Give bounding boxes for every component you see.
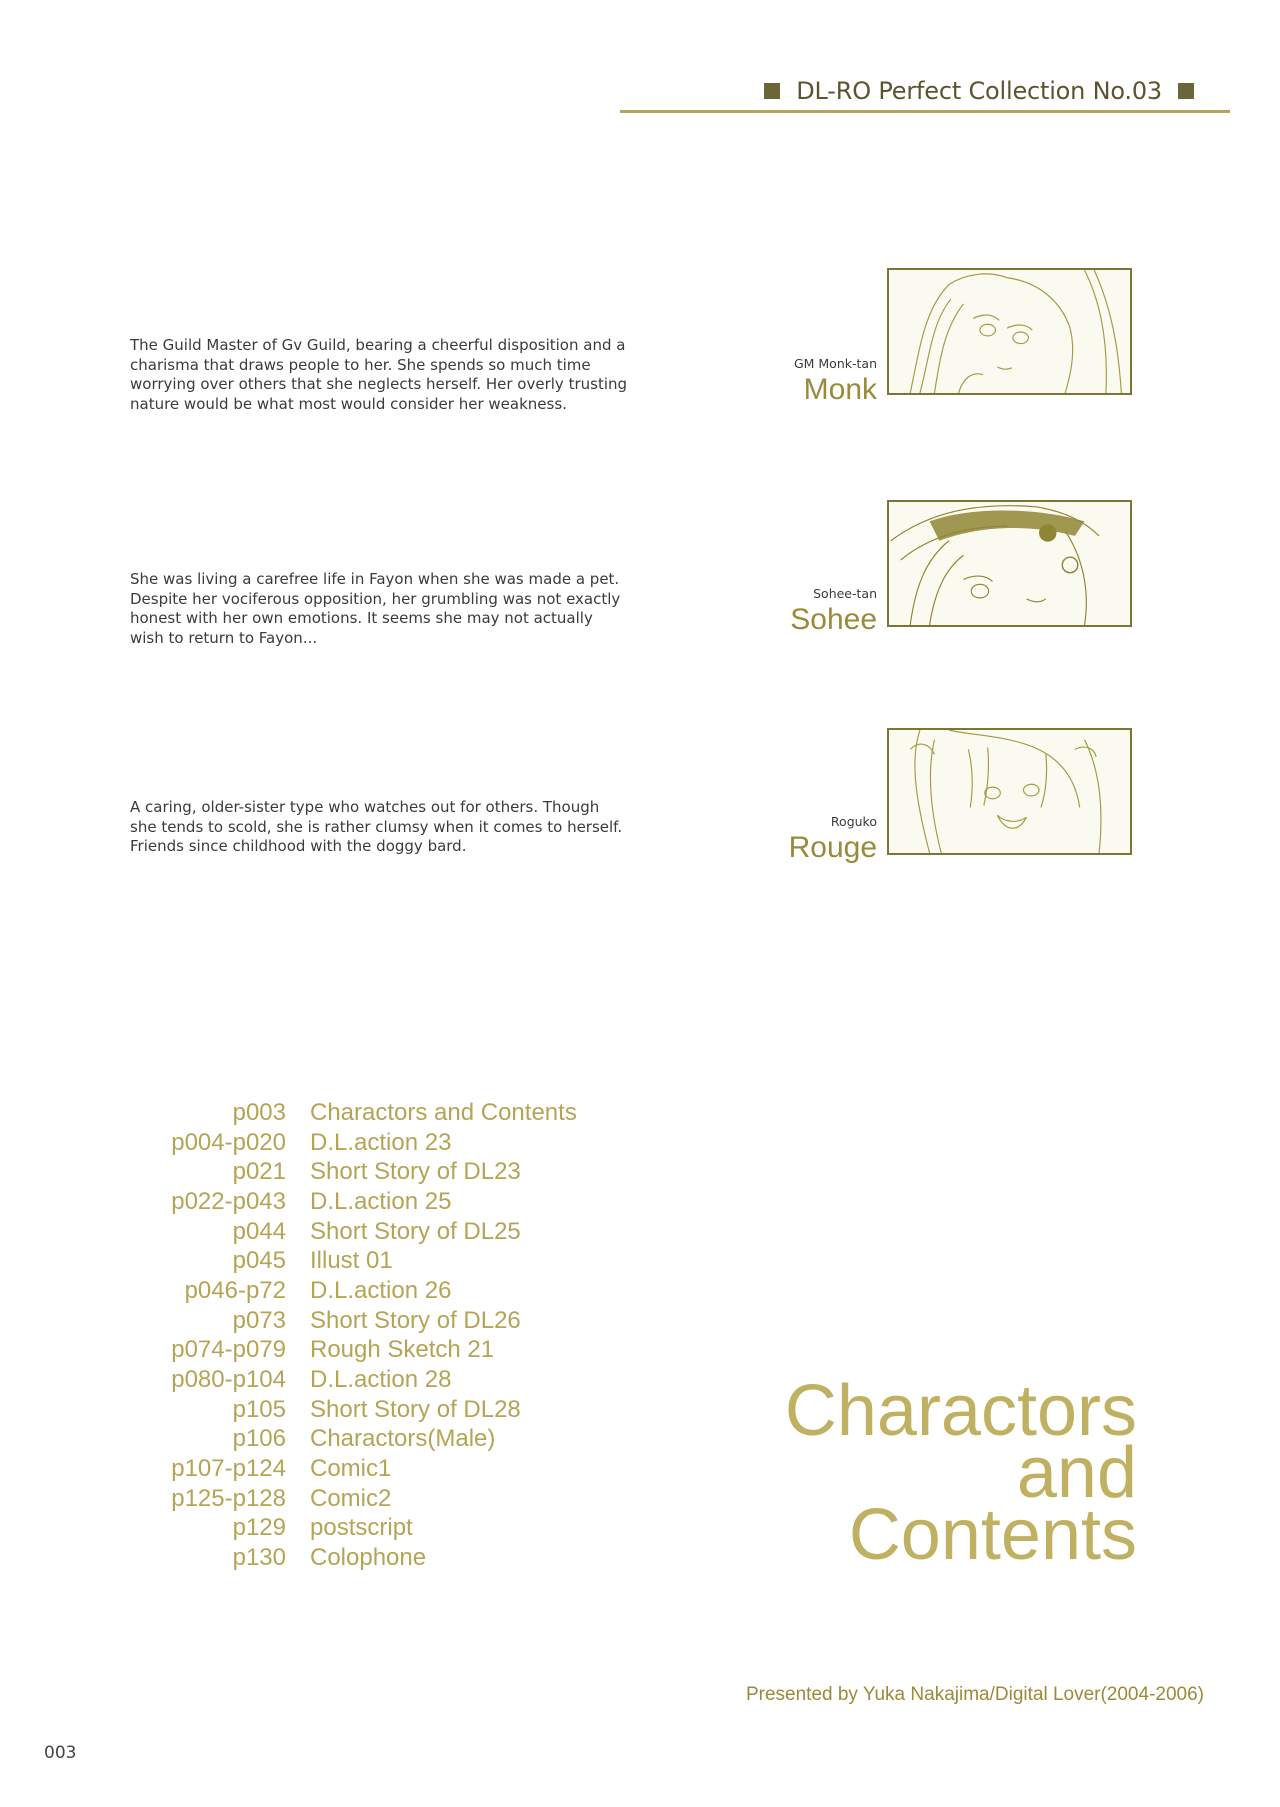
toc-row	[130, 1276, 577, 1306]
toc-page: p044	[232, 1217, 286, 1245]
character-name-block-monk	[794, 356, 877, 405]
toc-title: D.L.action 28	[310, 1366, 452, 1394]
square-bullet-icon	[764, 83, 780, 99]
toc-page: p129	[232, 1514, 286, 1542]
toc-title: Short Story of DL25	[310, 1217, 521, 1245]
character-subname: Sohee-tan	[813, 586, 877, 601]
toc-row	[130, 1157, 577, 1187]
page-number: 003	[44, 1743, 77, 1763]
toc-page: p106	[232, 1425, 286, 1453]
square-bullet-icon	[1178, 83, 1194, 99]
toc-page: p021	[232, 1158, 286, 1186]
toc-title: Charactors(Male)	[310, 1425, 496, 1453]
toc-page: p073	[232, 1306, 286, 1334]
toc-row	[130, 1128, 577, 1158]
toc-page: p003	[232, 1098, 286, 1126]
toc-row	[130, 1514, 577, 1544]
character-subname: Roguko	[830, 814, 877, 829]
toc-row	[130, 1454, 577, 1484]
credit-line: Presented by Yuka Nakajima/Digital Lover(2004-2006)	[745, 1684, 1204, 1705]
table-of-contents	[130, 1098, 577, 1573]
toc-page: p004-p020	[171, 1128, 286, 1156]
toc-page: p080-p104	[171, 1366, 286, 1394]
character-description-monk: The Guild Master of Gv Guild, bearing a cheerful disposition and a charisma that draws people to her. She spends so much time worrying over others that she neglects herself. Her overly trusting nature would be what most would consider her weakness.	[130, 336, 628, 413]
toc-title: D.L.action 25	[310, 1187, 452, 1215]
toc-page: p045	[232, 1247, 286, 1275]
section-title	[784, 1371, 1137, 1575]
toc-title: Comic2	[310, 1484, 392, 1512]
character-name-block-rouge	[789, 814, 877, 863]
toc-title: Illust 01	[310, 1247, 393, 1275]
character-name: Monk	[803, 373, 877, 406]
character-name: Rouge	[788, 831, 877, 864]
header-divider	[620, 110, 1230, 113]
portrait-rouge	[887, 728, 1132, 855]
character-description-rouge: A caring, older-sister type who watches out for others. Though she tends to scold, she is rather clumsy when it comes to herself. Friends since childhood with the doggy bard.	[130, 798, 623, 855]
toc-row	[130, 1098, 577, 1128]
toc-row	[130, 1425, 577, 1455]
toc-page: p130	[232, 1544, 286, 1572]
toc-row	[130, 1484, 577, 1514]
toc-title: Comic1	[310, 1455, 392, 1483]
toc-row	[130, 1336, 577, 1366]
character-name-block-sohee	[790, 586, 877, 635]
toc-title: Rough Sketch 21	[310, 1336, 495, 1364]
toc-title: D.L.action 26	[310, 1276, 452, 1304]
collection-title: DL-RO Perfect Collection No.03	[796, 77, 1162, 105]
portrait-monk	[887, 268, 1132, 395]
toc-row	[130, 1395, 577, 1425]
toc-title: Short Story of DL26	[310, 1306, 521, 1334]
section-title-line: Contents	[848, 1495, 1137, 1575]
toc-row	[130, 1246, 577, 1276]
toc-row	[130, 1187, 577, 1217]
section-title-line: Charactors	[784, 1371, 1137, 1451]
page-header	[620, 68, 1230, 114]
character-subname: GM Monk-tan	[793, 356, 877, 371]
character-description-sohee: She was living a carefree life in Fayon when she was made a pet. Despite her vociferous opposition, her grumbling was not exactly honest with her own emotions. It seems she may not actually wish to return to Fayon...	[130, 570, 621, 647]
toc-page: p022-p043	[171, 1187, 286, 1215]
toc-row	[130, 1365, 577, 1395]
monk-sketch-image	[889, 270, 1130, 393]
toc-page: p074-p079	[171, 1336, 286, 1364]
section-title-line: and	[1016, 1433, 1137, 1513]
toc-title: postscript	[310, 1514, 413, 1542]
toc-row	[130, 1217, 577, 1247]
toc-page: p107-p124	[171, 1455, 286, 1483]
character-name: Sohee	[790, 603, 877, 636]
sohee-sketch-image	[889, 502, 1130, 625]
toc-row	[130, 1306, 577, 1336]
rouge-sketch-image	[889, 730, 1130, 853]
portrait-sohee	[887, 500, 1132, 627]
toc-title: Short Story of DL23	[310, 1158, 521, 1186]
toc-title: Short Story of DL28	[310, 1395, 521, 1423]
toc-title: Charactors and Contents	[310, 1098, 577, 1126]
toc-page: p046-p72	[184, 1276, 286, 1304]
toc-row	[130, 1543, 577, 1573]
toc-page: p125-p128	[171, 1484, 286, 1512]
toc-page: p105	[232, 1395, 286, 1423]
toc-title: Colophone	[310, 1544, 427, 1572]
toc-title: D.L.action 23	[310, 1128, 452, 1156]
